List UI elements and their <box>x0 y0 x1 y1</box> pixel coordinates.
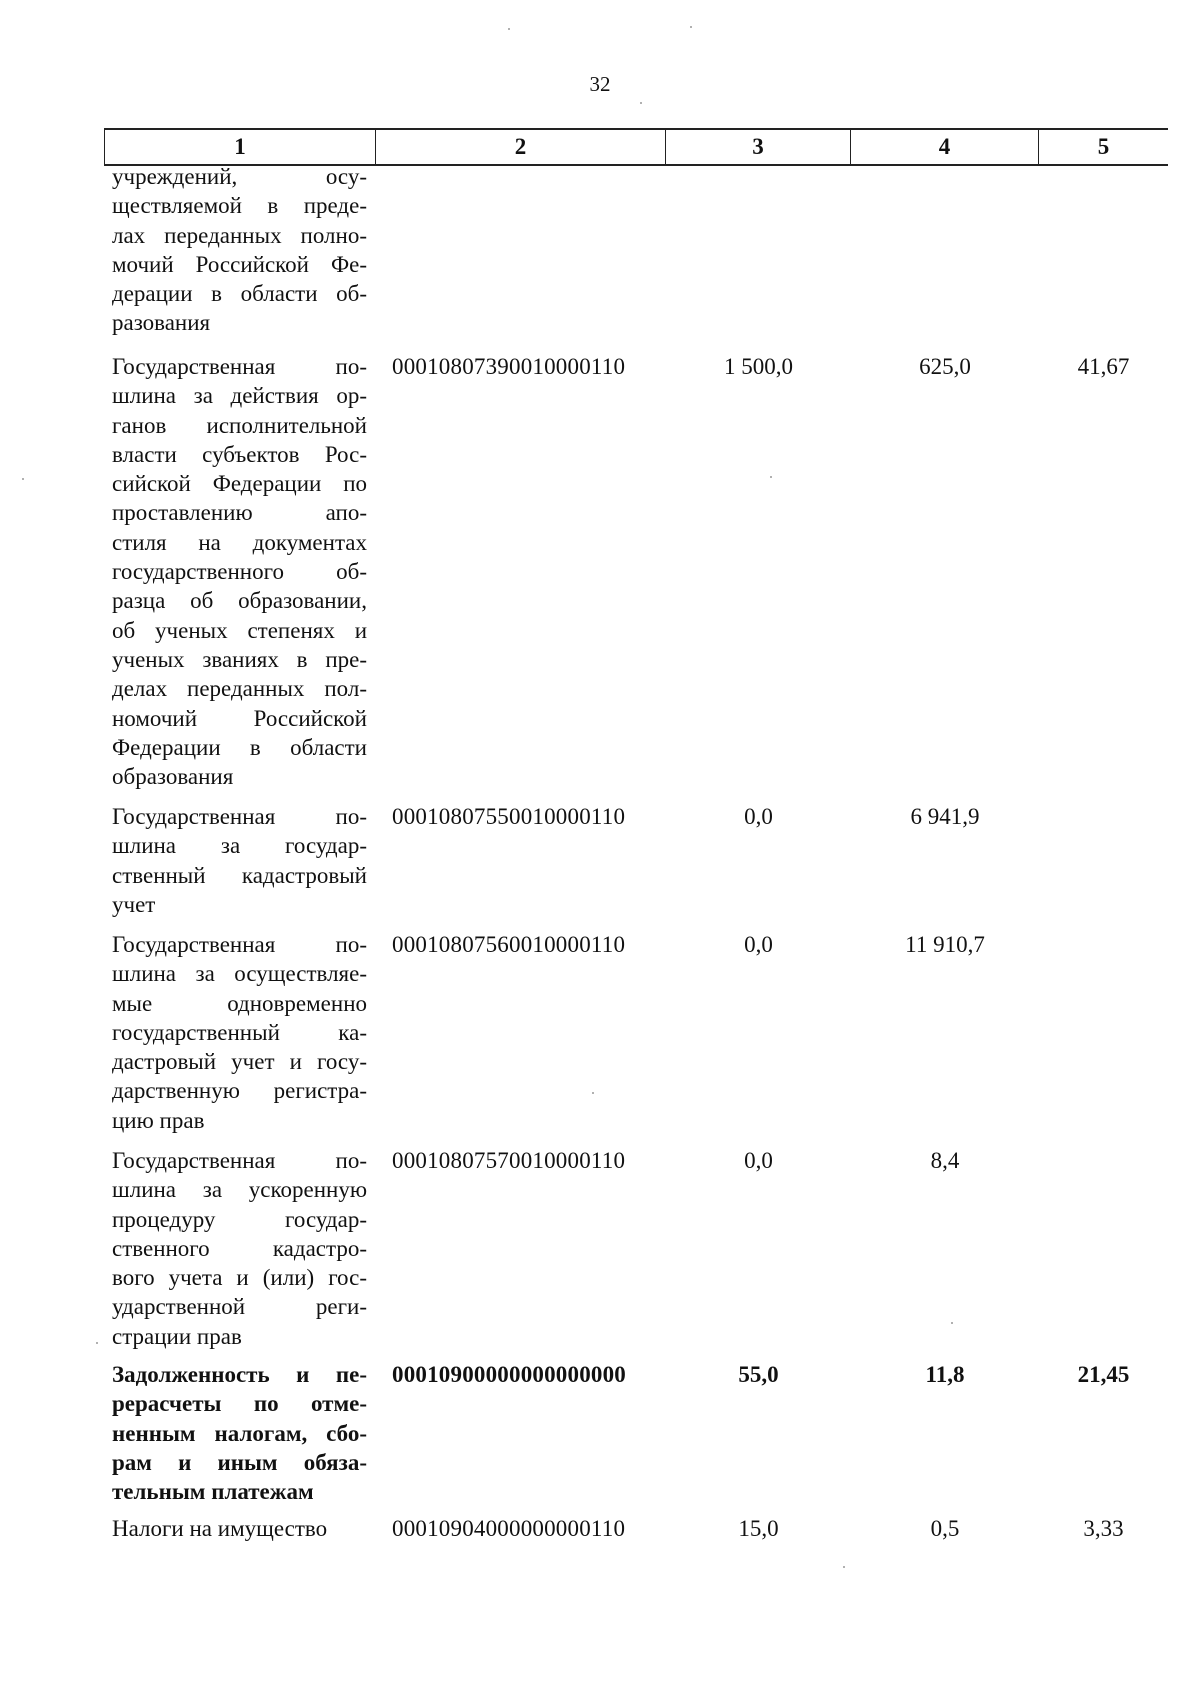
row-name <box>112 802 367 919</box>
row-name-line: дарственную регистра- <box>112 1078 367 1104</box>
row-name-line: рерасчеты по отме- <box>112 1391 367 1417</box>
row-name-line: Федерации в области <box>112 734 367 760</box>
row-name-line: Налоги на имущество <box>112 1516 328 1541</box>
row-name-line: лах переданных полно- <box>112 222 367 248</box>
row-name-line: процедуру государ- <box>112 1206 367 1232</box>
row-name-line: номочий Российской <box>112 705 367 731</box>
plan-value: 0,0 <box>744 932 773 957</box>
row-name-line: вого учета и (или) гос- <box>112 1265 367 1291</box>
scan-speck <box>592 1092 594 1094</box>
row-name <box>112 352 367 791</box>
row-name-line: ществляемой в преде- <box>112 193 367 219</box>
row-name-line: дастровый учет и госу- <box>112 1049 367 1075</box>
row-name-line: шлина за осуществляе- <box>112 961 367 987</box>
row-name <box>112 162 367 338</box>
row-name-line: учет <box>112 891 156 917</box>
scan-speck <box>508 28 510 30</box>
plan-value: 55,0 <box>738 1362 779 1387</box>
row-name-line: Государственная по- <box>112 804 367 829</box>
row-name-line: разования <box>112 310 211 336</box>
column-header-3: 3 <box>666 130 851 164</box>
row-name <box>112 1514 367 1543</box>
row-name-line: Государственная по- <box>112 1148 367 1173</box>
plan-value: 0,0 <box>744 1148 773 1173</box>
fact-value: 11 910,7 <box>905 932 985 957</box>
percent-value: 3,33 <box>1083 1516 1124 1541</box>
table-header <box>104 128 1168 166</box>
row-name-line: ственный кадастровый <box>112 862 367 888</box>
fact-value: 6 941,9 <box>910 804 980 829</box>
column-header-4: 4 <box>851 130 1039 164</box>
budget-code: 00010807390010000110 <box>392 354 626 379</box>
row-name-line: тельным платежам <box>112 1479 314 1505</box>
scan-speck <box>96 1342 98 1344</box>
row-name-line: государственного об- <box>112 559 367 585</box>
fact-value: 0,5 <box>930 1516 960 1541</box>
row-name <box>112 1360 367 1506</box>
row-name-line: шлина за действия ор- <box>112 383 367 409</box>
scan-speck <box>770 476 772 478</box>
row-name-line: мочий Российской Фе- <box>112 251 367 277</box>
column-header-5: 5 <box>1097 134 1110 159</box>
plan-value: 15,0 <box>738 1516 779 1541</box>
row-name-line: ственного кадастро- <box>112 1235 367 1261</box>
row-name-line: сийской Федерации по <box>112 471 367 497</box>
row-name-line: шлина за государ- <box>112 833 367 859</box>
row-name-line: учреждений, осу- <box>112 164 367 189</box>
row-name-line: образования <box>112 764 234 790</box>
row-name-line: мые одновременно <box>112 990 367 1016</box>
row-name-line: ненным налогам, сбо- <box>112 1420 367 1446</box>
row-name-line: дерации в области об- <box>112 281 367 307</box>
scan-speck <box>690 26 692 28</box>
budget-code: 00010807560010000110 <box>392 932 626 957</box>
column-header-1: 1 <box>104 130 376 164</box>
row-name-line: об ученых степенях и <box>112 617 367 643</box>
row-name-line: проставлению апо- <box>112 500 367 526</box>
row-name-line: рам и иным обяза- <box>112 1449 367 1475</box>
row-name <box>112 1146 367 1351</box>
row-name-line: ученых званиях в пре- <box>112 646 367 672</box>
percent-value: 21,45 <box>1077 1362 1130 1387</box>
row-name-line: ударственной реги- <box>112 1294 367 1320</box>
scan-speck <box>843 1566 845 1568</box>
budget-code: 00010807570010000110 <box>392 1148 626 1173</box>
row-name-line: шлина за ускоренную <box>112 1177 367 1203</box>
scan-speck <box>640 102 642 104</box>
page-number: 32 <box>589 72 611 96</box>
row-name-line: власти субъектов Рос- <box>112 441 367 467</box>
percent-value: 41,67 <box>1077 354 1130 379</box>
row-name-line: цию прав <box>112 1107 205 1133</box>
row-name-line: Государственная по- <box>112 932 367 957</box>
budget-code: 00010904000000000110 <box>392 1516 626 1541</box>
fact-value: 11,8 <box>925 1362 965 1387</box>
row-name-line: разца об образовании, <box>112 588 367 614</box>
row-name-line: Задолженность и пе- <box>112 1362 367 1387</box>
scan-speck <box>22 478 24 480</box>
row-name-line: делах переданных пол- <box>112 676 367 702</box>
row-name-line: Государственная по- <box>112 354 367 379</box>
budget-code: 00010807550010000110 <box>392 804 626 829</box>
column-header-2: 2 <box>376 130 666 164</box>
fact-value: 8,4 <box>930 1148 960 1173</box>
row-name-line: стиля на документах <box>112 529 367 555</box>
fact-value: 625,0 <box>919 354 971 379</box>
row-name-line: страции прав <box>112 1323 242 1349</box>
budget-code: 00010900000000000000 <box>392 1362 626 1387</box>
plan-value: 0,0 <box>744 804 773 829</box>
row-name-line: государственный ка- <box>112 1019 367 1045</box>
scan-speck <box>951 1322 953 1324</box>
plan-value: 1 500,0 <box>724 354 793 379</box>
row-name <box>112 930 367 1135</box>
row-name-line: ганов исполнительной <box>112 412 367 438</box>
